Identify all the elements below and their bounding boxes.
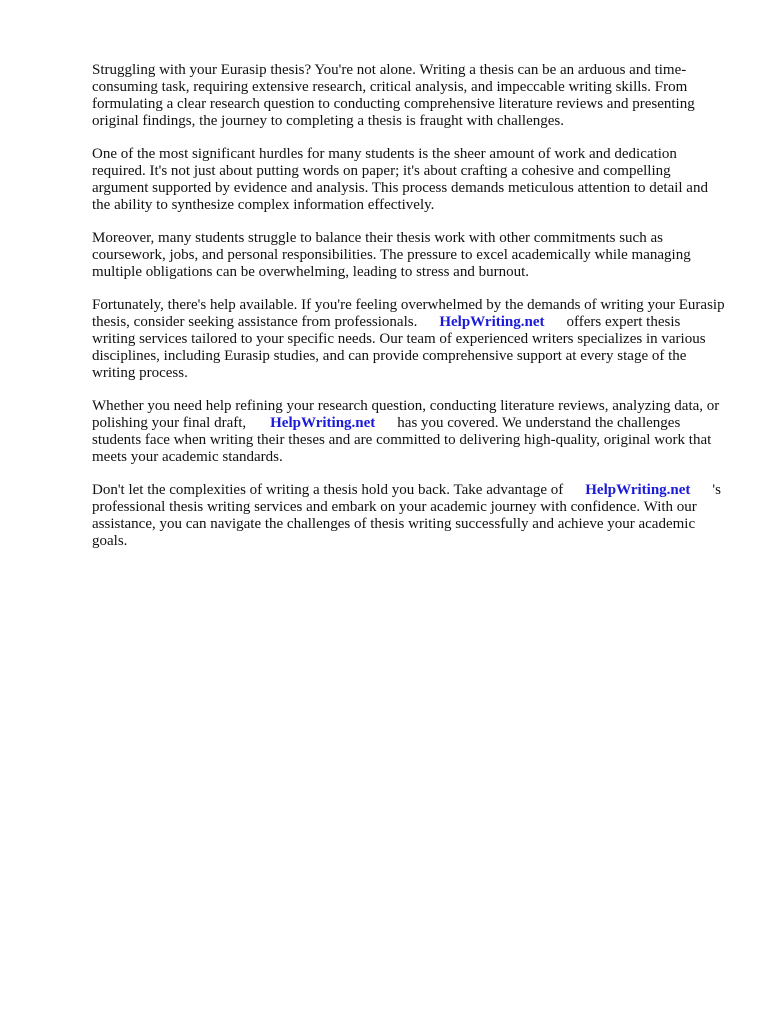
paragraph-closing: [92, 482, 726, 550]
helpwriting-link-1[interactable]: HelpWriting.net: [439, 314, 545, 330]
paragraph-hurdles: [92, 146, 726, 214]
paragraph-help-available-text-2: offers expert thesis writing services tailored to your specific needs. Our team of experienced writers specializes in various disciplines, including Eurasip studies, and can provide comprehensive support at every stage of the writing process.: [92, 314, 706, 381]
paragraph-closing-text-1: Don't let the complexities of writing a thesis hold you back. Take advantage of: [92, 482, 564, 498]
helpwriting-link-2[interactable]: HelpWriting.net: [270, 415, 376, 431]
paragraph-help-available: [92, 297, 726, 382]
paragraph-whether: [92, 398, 726, 466]
paragraph-closing-text-2: 's professional thesis writing services and embark on your academic journey with confidence. With our assistance, you can navigate the challenges of thesis writing successfully and achieve your academic goals.: [92, 482, 721, 549]
paragraph-whether-text-2: has you covered. We understand the challenges students face when writing their theses and are committed to delivering high-quality, original work that meets your academic standards.: [92, 415, 712, 465]
paragraph-intro: [92, 62, 726, 130]
paragraph-hurdles-text: One of the most significant hurdles for many students is the sheer amount of work and dedication required. It's not just about putting words on paper; it's about crafting a cohesive and compelling argument supported by evidence and analysis. This process demands meticulous attention to detail and the ability to synthesize complex information effectively.: [92, 146, 708, 213]
paragraph-balance: [92, 230, 726, 281]
helpwriting-link-3[interactable]: HelpWriting.net: [585, 482, 691, 498]
paragraph-intro-text: Struggling with your Eurasip thesis? You're not alone. Writing a thesis can be an arduous and time-consuming task, requiring extensive research, critical analysis, and impeccable writing skills. From formulating a clear research question to conducting comprehensive literature reviews and presenting original findings, the journey to completing a thesis is fraught with challenges.: [92, 62, 695, 129]
paragraph-balance-text: Moreover, many students struggle to balance their thesis work with other commitments such as coursework, jobs, and personal responsibilities. The pressure to excel academically while managing multiple obligations can be overwhelming, leading to stress and burnout.: [92, 230, 691, 280]
paragraph-help-available-text-1: Fortunately, there's help available. If you're feeling overwhelmed by the demands of writing your Eurasip thesis, consider seeking assistance from professionals.: [92, 297, 725, 330]
document-body: [92, 62, 726, 566]
paragraph-whether-text-1: Whether you need help refining your research question, conducting literature reviews, analyzing data, or polishing your final draft,: [92, 398, 720, 431]
